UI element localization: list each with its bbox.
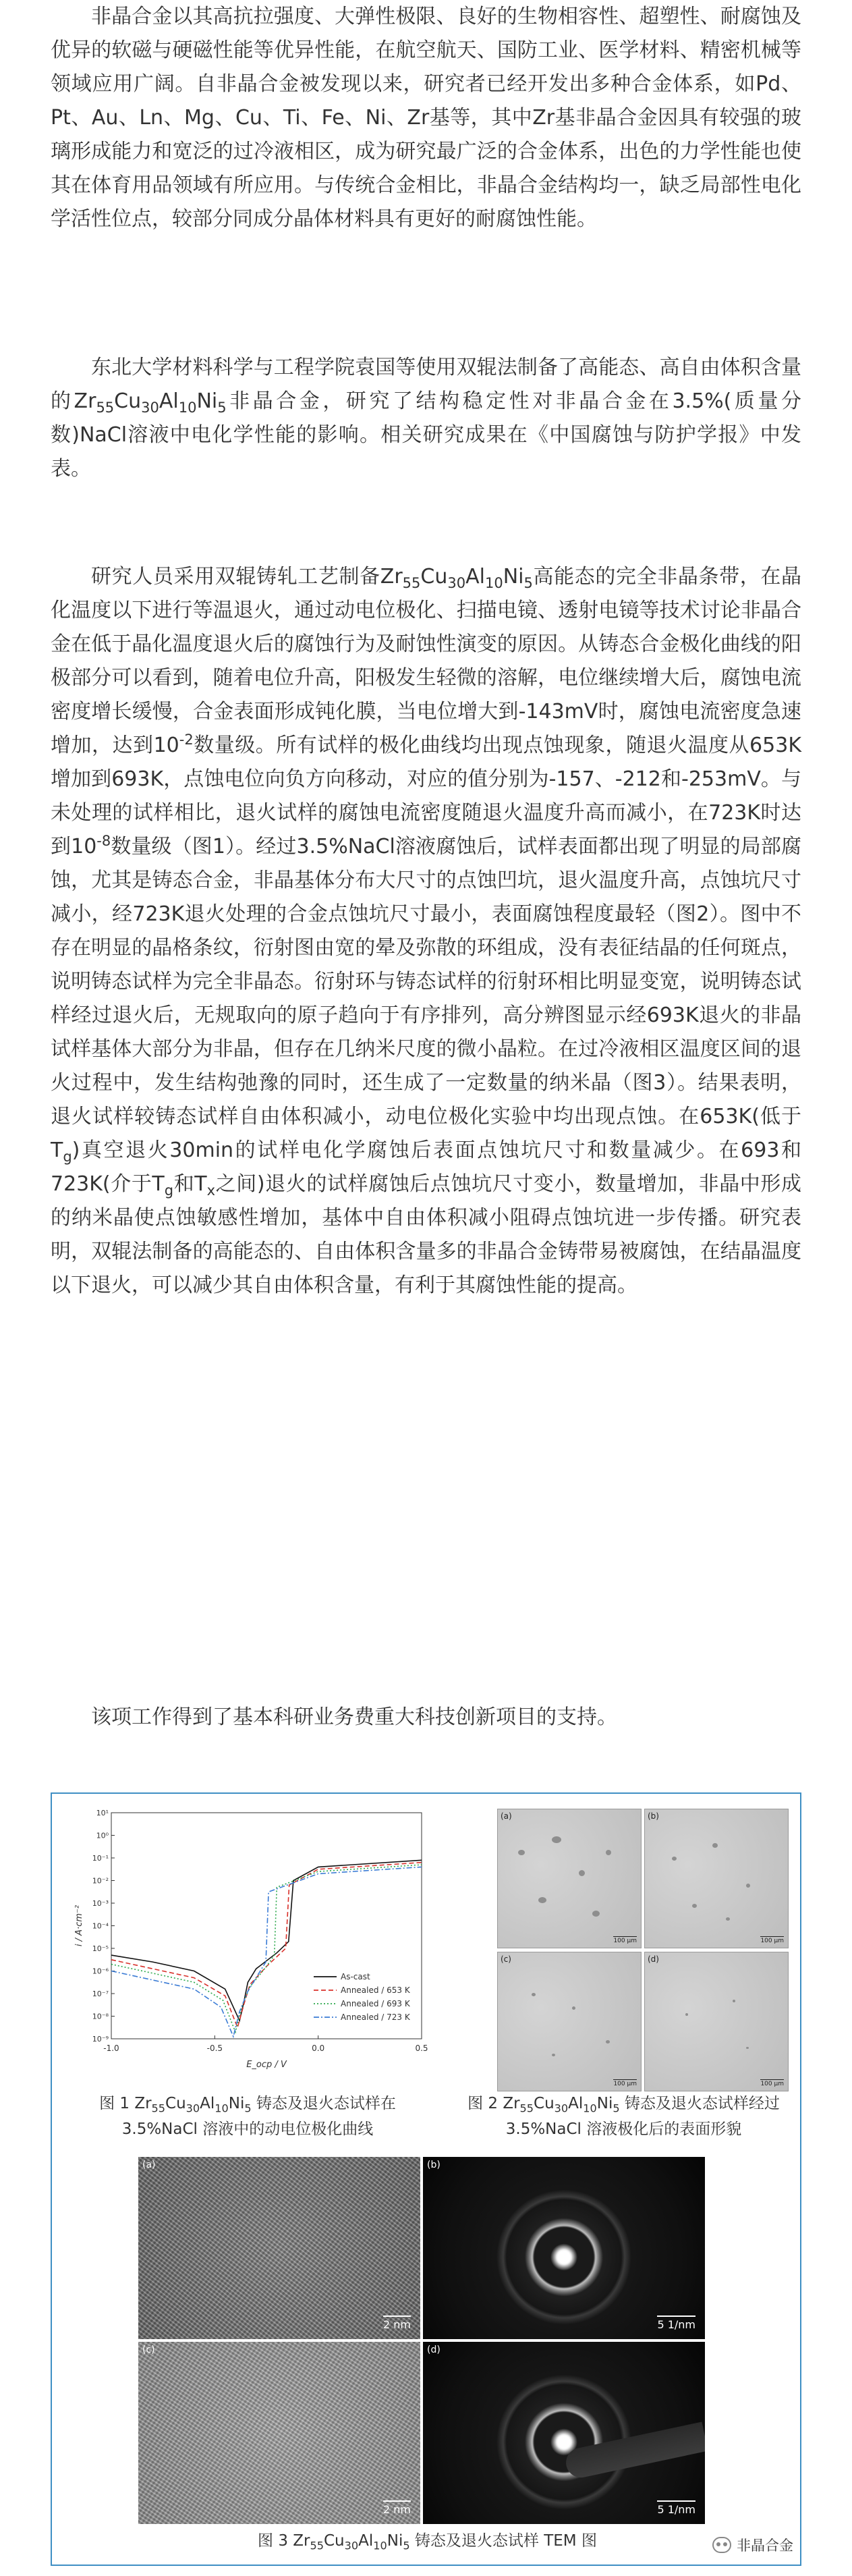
- y-tick-label: 10⁻⁴: [92, 1921, 109, 1931]
- sem-image-grid: [497, 1809, 787, 2091]
- y-tick-label: 10⁻⁶: [92, 1967, 109, 1976]
- paragraph-research-summary: [51, 351, 801, 486]
- y-tick-label: 10⁻²: [92, 1876, 109, 1886]
- sem-label: (d): [648, 1954, 659, 1964]
- alloy-formula: $Zr_{55}Cu_{30}Al_{10}Ni_5$: [380, 565, 533, 591]
- p3-text-e: )真空退火30min的试样电化学腐蚀后表面点蚀坑尺寸和数量减少。在693和723K(介于T: [51, 1139, 801, 1196]
- p3-text-b: 高能态的完全非晶条带，在晶化温度以下进行等温退火，通过动电位极化、扫描电镜、透射电镜等技术讨论非晶合金在低于晶化温度退火后的腐蚀行为及耐蚀性演变的原因。从铸态合金极化曲线的阳极部分可以看到，随着电位升高，阳极发生轻微的溶解，电位继续增大后，腐蚀电流密度增长缓慢，合金表面形成钝化膜，当电位增大到-143mV时，腐蚀电流密度急速增加，达到10: [51, 565, 802, 757]
- tem-scale-bar: 2 nm: [383, 2500, 411, 2516]
- sem-scale-bar: 100 μm: [613, 1938, 637, 1944]
- tem-image-grid: [138, 2157, 705, 2525]
- figure-panel: [51, 1792, 801, 2566]
- alloy-formula: $Zr_{55}Cu_{30}Al_{10}Ni_5$: [134, 2095, 252, 2115]
- paragraph-results: [51, 560, 801, 1303]
- p2-text-b: 非晶合金，研究了结构稳定性对非晶合金在3.5%(质量分数)NaCl溶液中电化学性能的影响。相关研究成果在《中国腐蚀与防护学报》中发表。: [51, 389, 802, 481]
- sem-scale-bar: 100 μm: [760, 2081, 784, 2087]
- tem-label: (d): [427, 2345, 441, 2355]
- tem-scale-bar: 2 nm: [383, 2315, 411, 2331]
- x-tick-label: -0.5: [206, 2044, 223, 2053]
- tem-label: (a): [142, 2160, 156, 2170]
- y-tick-label: 10⁻⁷: [92, 1990, 109, 1998]
- p3-text-a: 研究人员采用双辊铸轧工艺制备: [91, 565, 380, 588]
- wechat-icon: [712, 2537, 731, 2553]
- sem-scale-bar: 100 μm: [760, 1938, 784, 1944]
- y-tick-label: 10⁻³: [92, 1899, 109, 1908]
- tem-hrtem-image-c: [138, 2342, 420, 2524]
- legend-label: As-cast: [341, 1972, 370, 1981]
- y-tick-label: 10⁻⁵: [92, 1944, 109, 1953]
- paragraph-funding: 该项工作得到了基本科研业务费重大科技创新项目的支持。: [91, 1705, 617, 1729]
- subscript: x: [206, 1182, 216, 1199]
- subscript: g: [164, 1182, 174, 1199]
- figure-1-caption: 图 1 $Zr_{55}Cu_{30}Al_{10}Ni_5$ 铸态及退火态试样在 3.5%NaCl 溶液中的动电位极化曲线: [99, 2095, 396, 2138]
- alloy-formula: $Zr_{55}Cu_{30}Al_{10}Ni_5$: [293, 2532, 410, 2552]
- watermark-text: 非晶合金: [737, 2538, 793, 2554]
- p3-text-g: 之间)退火的试样腐蚀后点蚀坑尺寸变小，数量增加，非晶中形成的纳米晶使点蚀敏感性增加，基体中自由体积减小阻碍点蚀坑进一步传播。研究表明，双辊法制备的高能态的、自由体积含量多的非晶合金铸带易被腐蚀，在结晶温度以下退火，可以减少其自由体积含量，有利于其腐蚀性能的提高。: [51, 1172, 801, 1297]
- p2-text-a: 东北大学材料科学与工程学院袁国等使用双辊法制备了高能态、高自由体积含量的: [51, 356, 801, 413]
- tem-label: (b): [427, 2160, 441, 2170]
- p3-text-d: 数量级（图1）。经过3.5%NaCl溶液腐蚀后，试样表面都出现了明显的局部腐蚀，尤其是铸态合金，非晶基体分布大尺寸的点蚀凹坑，退火温度升高，点蚀坑尺寸减小，经723K退火处理的合金点蚀坑尺寸最小，表面腐蚀程度最轻（图2）。图中不存在明显的晶格条纹，衍射图由宽的晕及弥散的环组成，没有表征结晶的任何斑点，说明铸态试样为完全非晶态。衍射环与铸态试样的衍射环相比明显变宽，说明铸态试样经过退火后，无规取向的原子趋向于有序排列，高分辨图显示经693K退火的非晶试样基体大部分为非晶，但存在几纳米尺度的微小晶粒。在过冷液相区温度区间的退火过程中，发生结构弛豫的同时，还生成了一定数量的纳米晶（图3）。结果表明，退火试样较铸态试样自由体积减小，动电位极化实验中均出现点蚀。在653K(低于T: [51, 835, 801, 1162]
- y-tick-label: 10¹: [96, 1809, 109, 1817]
- sem-label: (b): [648, 1811, 659, 1821]
- x-tick-label: 0.5: [415, 2044, 428, 2053]
- sem-image-d: [644, 1952, 789, 2091]
- watermark-badge: [712, 2535, 793, 2555]
- series-line-3: [111, 1867, 422, 2036]
- subscript: g: [63, 1149, 72, 1165]
- sem-image-c: [497, 1952, 642, 2091]
- y-axis-label: i / A·cm⁻²: [74, 1904, 84, 1947]
- figure-2-caption: 图 2 $Zr_{55}Cu_{30}Al_{10}Ni_5$ 铸态及退火态试样经过 3.5%NaCl 溶液极化后的表面形貌: [467, 2095, 780, 2138]
- tem-scale-bar: 5 1/nm: [657, 2315, 695, 2331]
- sem-label: (a): [501, 1811, 512, 1821]
- x-tick-label: 0.0: [312, 2044, 325, 2053]
- y-tick-label: 10⁻¹: [92, 1854, 109, 1863]
- x-tick-label: -1.0: [103, 2044, 119, 2053]
- legend-label: Annealed / 723 K: [341, 2012, 410, 2022]
- tem-diffraction-image-b: [423, 2157, 705, 2339]
- sem-label: (c): [501, 1954, 511, 1964]
- sem-image-a: [497, 1809, 642, 1948]
- exponent: -2: [179, 732, 194, 748]
- tem-diffraction-image-d: [423, 2342, 705, 2524]
- alloy-formula: $Zr_{55}Cu_{30}Al_{10}Ni_5$: [503, 2095, 620, 2115]
- paragraph-intro: 非晶合金以其高抗拉强度、大弹性极限、良好的生物相容性、超塑性、耐腐蚀及优异的软磁与硬磁性能等优异性能，在航空航天、国防工业、医学材料、精密机械等领域应用广阔。自非晶合金被发现以来，研究者已经开发出多种合金体系，如Pd、Pt、Au、Ln、Mg、Cu、Ti、Fe、Ni、Zr基等，其中Zr基非晶合金因具有较强的玻璃形成能力和宽泛的过冷液相区，成为研究最广泛的合金体系，出色的力学性能也使其在体育用品领域有所应用。与传统合金相比，非晶合金结构均一，缺乏局部性电化学活性位点，较部分同成分晶体材料具有更好的耐腐蚀性能。: [51, 5, 801, 231]
- p3-text-c: 数量级。所有试样的极化曲线均出现点蚀现象，随退火温度从653K增加到693K，点蚀电位向负方向移动，对应的值分别为-157、-212和-253mV。与未处理的试样相比，退火试样的腐蚀电流密度随退火温度升高而减小，在723K时达到10: [51, 734, 801, 858]
- sem-image-b: [644, 1809, 789, 1948]
- tem-hrtem-image-a: [138, 2157, 420, 2339]
- y-tick-label: 10⁻⁸: [92, 2012, 109, 2021]
- exponent: -8: [96, 833, 111, 849]
- y-tick-label: 10⁰: [96, 1831, 109, 1840]
- polarization-chart-svg: [71, 1806, 435, 2088]
- tem-label: (c): [142, 2345, 155, 2355]
- legend-label: Annealed / 653 K: [341, 1985, 410, 1995]
- p3-text-f: 和T: [173, 1172, 207, 1196]
- legend-label: Annealed / 693 K: [341, 1999, 410, 2008]
- x-axis-label: E_ocp / V: [246, 2060, 287, 2070]
- y-tick-label: 10⁻⁹: [92, 2035, 109, 2044]
- sem-scale-bar: 100 μm: [613, 2081, 637, 2087]
- beam-stop: [563, 2421, 705, 2480]
- figure-3-caption: 图 3 $Zr_{55}Cu_{30}Al_{10}Ni_5$ 铸态及退火态试样 TEM 图: [258, 2532, 597, 2552]
- polarization-chart: [71, 1806, 435, 2088]
- tem-scale-bar: 5 1/nm: [657, 2500, 695, 2516]
- alloy-formula: $Zr_{55}Cu_{30}Al_{10}Ni_5$: [74, 389, 227, 416]
